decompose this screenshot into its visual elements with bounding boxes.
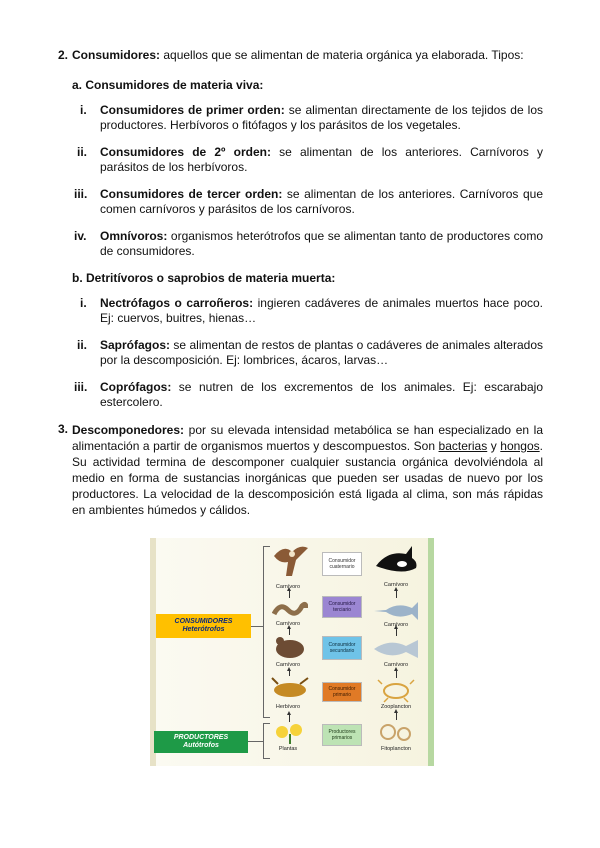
figure-right-strip bbox=[428, 538, 434, 766]
sea-arrow-4-stem bbox=[396, 712, 397, 720]
item-a-ii bbox=[100, 145, 543, 175]
snake-icon bbox=[272, 598, 308, 620]
item-b-i-number: i. bbox=[80, 296, 87, 310]
section-2-number: 2. bbox=[58, 48, 69, 62]
swordfish-icon bbox=[372, 600, 420, 622]
item-b-i-text: ingieren cadáveres de animales muertos hace poco. Ej: cuervos, buitres, hienas… bbox=[100, 296, 544, 325]
item-b-ii-number: ii. bbox=[77, 338, 88, 352]
producers-box-line1: PRODUCTORES bbox=[173, 734, 229, 741]
bacterias-link[interactable]: bacterias bbox=[438, 439, 488, 453]
section-3-text-before: por su elevada intensidad metabólica se han especializado en la alimentación a partir de organismos muertos y descompuestos. Son bbox=[72, 423, 543, 453]
item-a-i-term: Consumidores de primer orden: bbox=[100, 103, 285, 117]
item-a-iii-number: iii. bbox=[74, 187, 88, 201]
section-3-text-mid: y bbox=[487, 439, 501, 453]
sea-arrow-3-stem bbox=[396, 670, 397, 678]
subsection-b-label: b. Detritívoros o saprobios de materia muerta: bbox=[72, 271, 336, 285]
sea-caption-1: Carnívoro bbox=[383, 582, 409, 588]
consumers-box bbox=[156, 614, 251, 638]
item-a-ii-text: se alimentan de los anteriores. Carnívoros y parásitos de los herbívoros. bbox=[100, 145, 543, 174]
item-a-iii-text: se alimentan de los anteriores. Carnívoros que comen carnívoros y parásitos de los carnívoros. bbox=[100, 187, 543, 216]
section-3-text-after: . Su actividad termina de descomponer cualquier sustancia orgánica devolviéndola al medio en forma de sustancias inorgánicas que pueden ser usadas de nuevo por los productores. La velocidad de la descomposición está ligada al clima, son más rápidas en ambientes húmedos y cálidos. bbox=[72, 439, 543, 517]
level-tertiary: Consumidor terciario bbox=[322, 596, 362, 618]
item-a-iv-text: organismos heterótrofos que se alimentan tanto de productores como de consumidores. bbox=[100, 229, 543, 258]
item-a-i-text: se alimentan directamente de los tejidos de los productores. Herbívoros o fitófagos y los parásitos de los vegetales. bbox=[100, 103, 544, 132]
hawk-icon bbox=[270, 542, 312, 582]
producers-bracket bbox=[263, 723, 270, 759]
plant-icon bbox=[272, 722, 308, 746]
item-b-iii-number: iii. bbox=[74, 380, 88, 394]
item-a-iv-number: iv. bbox=[74, 229, 87, 243]
consumers-connector bbox=[251, 626, 263, 627]
item-a-i bbox=[100, 103, 543, 133]
item-b-ii-text: se alimentan de restos de plantas o cadáveres de animales alterados por la descomposición. Ej: lombrices, ácaros, larvas… bbox=[100, 338, 543, 367]
section-2-title: Consumidores: bbox=[72, 48, 161, 62]
grasshopper-icon bbox=[270, 676, 310, 702]
land-caption-1: Carnívoro bbox=[275, 584, 301, 590]
sea-caption-2: Carnívoro bbox=[383, 622, 409, 628]
item-a-ii-number: ii. bbox=[77, 145, 88, 159]
consumers-box-line1: CONSUMIDORES bbox=[174, 618, 233, 625]
sea-caption-5: Fitoplancton bbox=[381, 746, 411, 752]
item-b-ii-term: Saprófagos: bbox=[100, 338, 171, 352]
trophic-chain-figure bbox=[150, 538, 434, 766]
item-a-iv-term: Omnívoros: bbox=[100, 229, 168, 243]
item-a-iii bbox=[100, 187, 543, 217]
section-3-number: 3. bbox=[58, 422, 69, 436]
sea-arrow-1-stem bbox=[396, 590, 397, 598]
subsection-a-label: a. Consumidores de materia viva: bbox=[72, 78, 264, 92]
land-arrow-1-stem bbox=[289, 590, 290, 598]
fish-icon bbox=[372, 638, 420, 660]
land-caption-2: Carnívoro bbox=[275, 621, 301, 627]
item-b-ii bbox=[100, 338, 543, 368]
producers-connector bbox=[248, 741, 263, 742]
land-arrow-2-stem bbox=[289, 628, 290, 635]
item-a-iv bbox=[100, 229, 543, 259]
item-b-i bbox=[100, 296, 543, 326]
land-caption-3: Carnívoro bbox=[275, 662, 301, 668]
section-2-heading bbox=[72, 48, 552, 63]
section-3-paragraph bbox=[72, 422, 543, 518]
land-caption-4: Herbívoro bbox=[275, 704, 301, 710]
mouse-icon bbox=[272, 635, 308, 661]
level-secondary: Consumidor secundario bbox=[322, 636, 362, 660]
consumers-box-line2: Heterótrofos bbox=[182, 626, 225, 633]
producers-box bbox=[154, 731, 248, 753]
level-quaternary: Consumidor cuaternario bbox=[322, 552, 362, 576]
zooplankton-icon bbox=[376, 678, 416, 704]
sea-caption-3: Carnívoro bbox=[383, 662, 409, 668]
item-b-iii bbox=[100, 380, 543, 410]
item-a-i-number: i. bbox=[80, 103, 87, 117]
land-arrow-4-stem bbox=[289, 714, 290, 722]
consumers-bracket bbox=[263, 546, 270, 718]
item-b-iii-text: se nutren de los excrementos de los animales. Ej: escarabajo estercolero. bbox=[100, 380, 543, 409]
item-b-i-term: Nectrófagos o carroñeros: bbox=[100, 296, 254, 310]
item-b-iii-term: Coprófagos: bbox=[100, 380, 172, 394]
producers-box-line2: Autótrofos bbox=[183, 742, 219, 749]
section-3-title: Descomponedores: bbox=[72, 423, 185, 437]
hongos-link[interactable]: hongos bbox=[500, 439, 540, 453]
item-a-ii-term: Consumidores de 2º orden: bbox=[100, 145, 271, 159]
sea-caption-4: Zooplancton bbox=[380, 704, 412, 710]
item-a-iii-term: Consumidores de tercer orden: bbox=[100, 187, 283, 201]
land-caption-5: Plantas bbox=[278, 746, 298, 752]
section-2-text: aquellos que se alimentan de materia orgánica ya elaborada. Tipos: bbox=[160, 48, 524, 62]
orca-icon bbox=[372, 544, 420, 580]
level-primary: Consumidor primario bbox=[322, 682, 362, 702]
level-producers: Productores primarios bbox=[322, 724, 362, 746]
phytoplankton-icon bbox=[376, 720, 416, 746]
sea-arrow-2-stem bbox=[396, 628, 397, 636]
land-arrow-4 bbox=[287, 711, 291, 715]
